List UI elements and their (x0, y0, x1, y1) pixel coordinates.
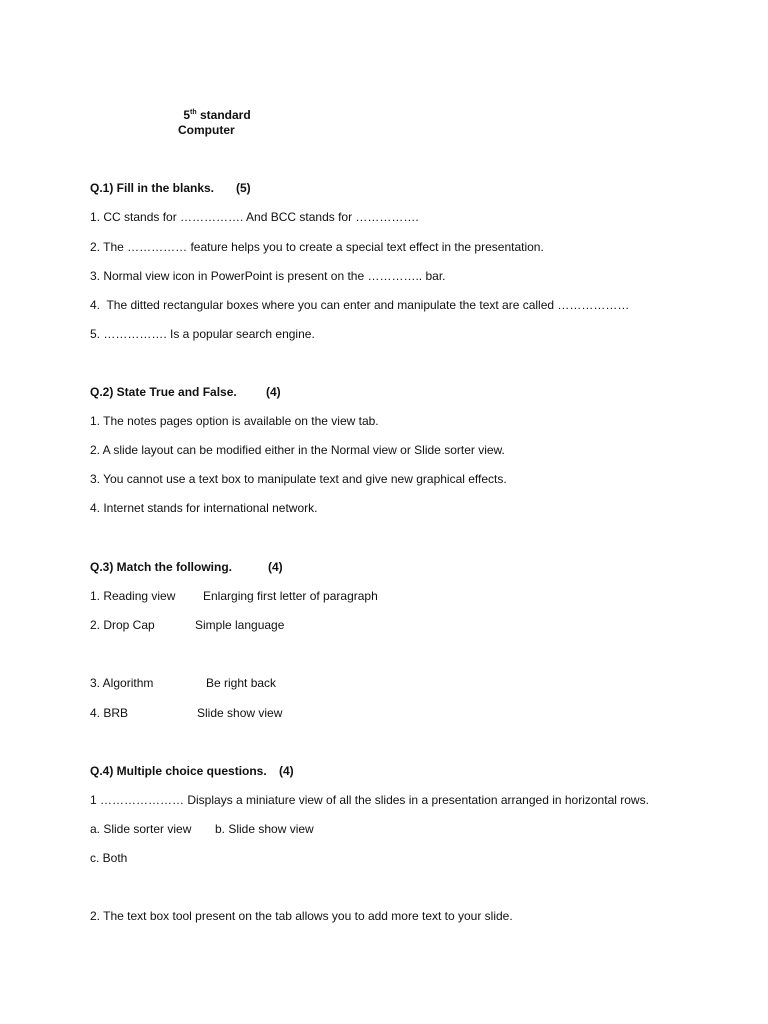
q4-option-c: c. Both (90, 851, 128, 865)
q3-right-3: Be right back (206, 676, 277, 690)
q2-item-1: 1. The notes pages option is available on the view tab. (90, 414, 379, 428)
q1-item-5: 5. ……………. Is a popular search engine. (90, 327, 315, 341)
q3-title: Q.3) Match the following. (90, 560, 232, 574)
q3-right-4: Slide show view (197, 706, 283, 720)
q3-left-3: 3. Algorithm (90, 676, 154, 690)
q4-option-a: a. Slide sorter view (90, 822, 192, 836)
q3-right-1: Enlarging first letter of paragraph (203, 589, 378, 603)
q2-marks: (4) (266, 385, 281, 399)
q1-item-2: 2. The …………… feature helps you to create a special text effect in the presentation. (90, 240, 544, 254)
q2-title: Q.2) State True and False. (90, 385, 237, 399)
q1-marks: (5) (236, 181, 251, 195)
q1-item-1: 1. CC stands for ……………. And BCC stands for ……………. (90, 210, 419, 224)
q3-right-2: Simple language (195, 618, 285, 632)
q4-question-1: 1 ………………… Displays a miniature view of all the slides in a presentation arranged in horizontal rows. (90, 793, 649, 807)
q1-item-3: 3. Normal view icon in PowerPoint is present on the ………….. bar. (90, 269, 446, 283)
q1-item-4: 4. The ditted rectangular boxes where you can enter and manipulate the text are called ……………… (90, 298, 630, 312)
q3-left-2: 2. Drop Cap (90, 618, 155, 632)
grade-word: standard (199, 108, 251, 122)
q3-left-4: 4. BRB (90, 706, 129, 720)
q2-item-2: 2. A slide layout can be modified either in the Normal view or Slide sorter view. (90, 443, 505, 457)
grade-number: 5 (183, 108, 191, 122)
q3-left-1: 1. Reading view (90, 589, 176, 603)
q4-option-b: b. Slide show view (215, 822, 314, 836)
grade-suffix: th (190, 109, 197, 116)
q3-marks: (4) (268, 560, 283, 574)
q1-title: Q.1) Fill in the blanks. (90, 181, 215, 195)
q2-item-3: 3. You cannot use a text box to manipulate text and give new graphical effects. (90, 472, 507, 486)
q4-title: Q.4) Multiple choice questions. (90, 764, 267, 778)
q2-item-4: 4. Internet stands for international network. (90, 501, 318, 515)
subject-heading: Computer (178, 123, 235, 137)
q4-marks: (4) (279, 764, 294, 778)
q4-question-2: 2. The text box tool present on the tab allows you to add more text to your slide. (90, 909, 513, 923)
